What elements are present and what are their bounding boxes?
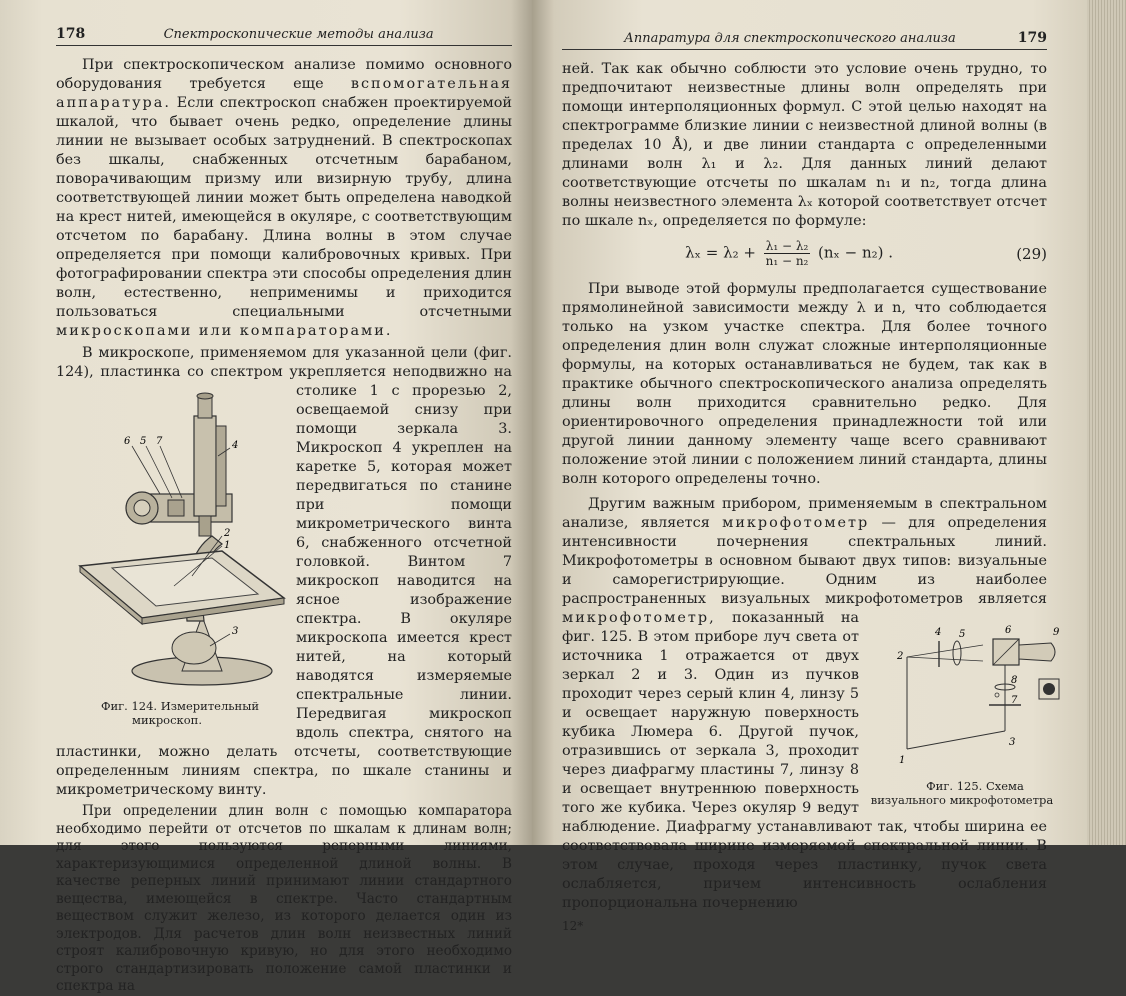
fig124-label: 5 <box>140 436 147 447</box>
fig125-label: 7 <box>1011 695 1018 706</box>
formula-numerator: λ₁ − λ₂ <box>765 239 809 253</box>
fig124-label: 2 <box>224 528 231 539</box>
right-page-number: 179 <box>1017 30 1047 46</box>
fig124-label: 4 <box>232 440 239 451</box>
measuring-microscope-drawing <box>72 386 314 691</box>
fig125-label: 5 <box>959 629 966 640</box>
figure-125-caption: Фиг. 125. Схема визуального микрофотометра <box>870 779 1054 807</box>
left-page <box>0 0 532 994</box>
fig125-label: 8 <box>1011 675 1018 686</box>
fig125-label: 1 <box>899 755 906 766</box>
formula-number: (29) <box>1016 244 1047 263</box>
right-running-head: Аппаратура для спектроскопического анализа <box>624 31 956 46</box>
formula-denominator: n₁ − n₂ <box>765 254 809 268</box>
fig125-label: 9 <box>1053 627 1060 638</box>
formula-29 <box>562 239 1047 268</box>
figure-124-caption: Фиг. 124. Измерительный микроскоп. <box>100 699 260 727</box>
figure-124 <box>46 386 288 727</box>
fig124-label: 3 <box>232 626 239 637</box>
right-page <box>532 0 1087 933</box>
left-running-head: Спектроскопические методы анализа <box>163 27 434 42</box>
fig125-label: 3 <box>1009 737 1016 748</box>
fig125-label: 4 <box>935 627 942 638</box>
left-paragraph-1: При спектроскопическом анализе помимо основного оборудования требуется еще вспомогательная аппаратура. Если спектроскоп снабжен проектируемой шкалой, что бывает очень редко, определение длины линии не вызывает особых затруднений. В спектроскопах без шкалы, снабженных отсчетным барабаном, поворачивающим призму или визирную трубу, длина соответствующей линии может быть определена наводкой на крест нитей, имеющейся в окуляре, с соответствующим отсчетом по барабану. Длина волны в этом случае определяется при помощи калибровочных кривых. При фотографировании спектра эти способы определения длин волн, естественно, неприменимы и приходится пользоваться специальными отсчетными микроскопами или компараторами. <box>56 57 512 339</box>
formula-fraction <box>764 239 811 268</box>
formula-expression <box>562 239 1016 268</box>
left-page-header <box>56 26 512 46</box>
left-paragraph-3: При определении длин волн с помощью компаратора необходимо перейти от отсчетов по шкалам к длинам волн; для этого пользуются реперными линиями, характеризующимися определенной длиной волны. В качестве реперных линий принимают линии стандартного вещества, имеющейся в спектре. Часто стандартным веществом служит железо, из которого делается один из электродов. Для расчетов длин волн неизвестных линий строят калибровочную кривую, но для этого необходимо строго стандартизировать положение самой пластинки и спектра на <box>56 803 512 994</box>
fig124-label: 7 <box>156 436 163 447</box>
page-block-edge <box>1087 0 1126 845</box>
microphotometer-scheme-drawing <box>893 621 1083 771</box>
fig124-label: 6 <box>124 436 131 447</box>
left-paragraph-2: В микроскопе, применяемом для указанной цели (фиг. 124), пластинка со спектром укрепляется неподвижно на столике 6 5 7 4 2 1 3 Фиг. 124. Измерительный микроскоп. 1 с прорезью 2, освещаемой снизу при помощи зеркала 3. Микроскоп 4 укреплен на каретке 5, которая может передвигаться по станине при помощи микрометрического винта 6, снабженного отсчетной головкой. Винтом 7 микроскоп наводится на ясное изображение спектра. В окуляре микроскопа имеется крест нитей, на который наводятся измеряемые спектральные линии. Передвигая микроскоп вдоль спектра, снятого на пластинки, можно делать отсчеты, соответствующие определенным линиям спектра, по шкале станины и микрометрическому винту. <box>56 344 512 800</box>
right-paragraph-3: Другим важным прибором, применяемым в спектральном анализе, является микрофотометр — для определения интенсивности почернения спектральных линий. Микрофотометры в основном бывают двух типов: визуальные и саморегистрирующие. Одним из наиболее распространенных визуальных микрофотометров является 2 4 5 6 9 8 7 1 3 Фиг. 125. Схема визуального микрофотометра микрофотометр, показанный на фиг. 125. В этом приборе луч света от источника 1 отражается от двух зеркал 2 и 3. Один из пучков проходит через серый клин 4, линзу 5 и освещает наружную поверхность кубика Люмера 6. Другой пучок, отразившись от зеркала 3, проходит через диафрагму пластины 7, линзу 8 и освещает внутреннюю поверхность того же кубика. Через окуляр 9 ведут наблюдение. Диафрагму устанавливают так, чтобы ширина ее соответствовала ширине измеряемой спектральной линии. В этом случае, проходя через пластинку, пучок света ослабляется, причем интенсивность ослабления пропорциональна почернению <box>562 495 1047 913</box>
figure-125 <box>867 621 1060 807</box>
right-paragraph-2: При выводе этой формулы предполагается существование прямолинейной зависимости между λ и n, что соблюдается только на узком участке спектра. Для более точного определения длин волн служат сложные интерполяционные формулы, на которых останавливаться не будем, так как в практике обычного спектроскопического анализа определять длины волн приходится сравнительно редко. Для ориентировочного определения принадлежности той или другой линии данному элементу чаще всего сравнивают положение этой линии с положением линий стандарта, длины волн которого определены точно. <box>562 281 1047 487</box>
printer-signature: 12* <box>562 919 584 933</box>
fig125-label: 6 <box>1005 625 1012 636</box>
right-paragraph-1: ней. Так как обычно соблюсти это условие очень трудно, то предпочитают неизвестные длины волн определять при помощи интерполяционных формул. С этой целью находят на спектрограмме близкие линии с неизвестной длиной волны (в пределах 10 Å), и две линии стандарта с определенными длинами волн λ₁ и λ₂. Для данных линий делают соответствующие отсчеты по шкалам n₁ и n₂, тогда длина волны неизвестного элемента λₓ которой соответствует отсчет по шкале nₓ, определяется по формуле: <box>562 61 1047 229</box>
left-page-number: 178 <box>56 26 86 42</box>
fig125-label: 2 <box>897 651 904 662</box>
fig124-label: 1 <box>224 540 231 551</box>
formula-lhs: λₓ = λ₂ + <box>685 243 756 262</box>
right-page-header <box>562 30 1047 50</box>
formula-rhs: (nₓ − n₂) . <box>818 243 894 262</box>
